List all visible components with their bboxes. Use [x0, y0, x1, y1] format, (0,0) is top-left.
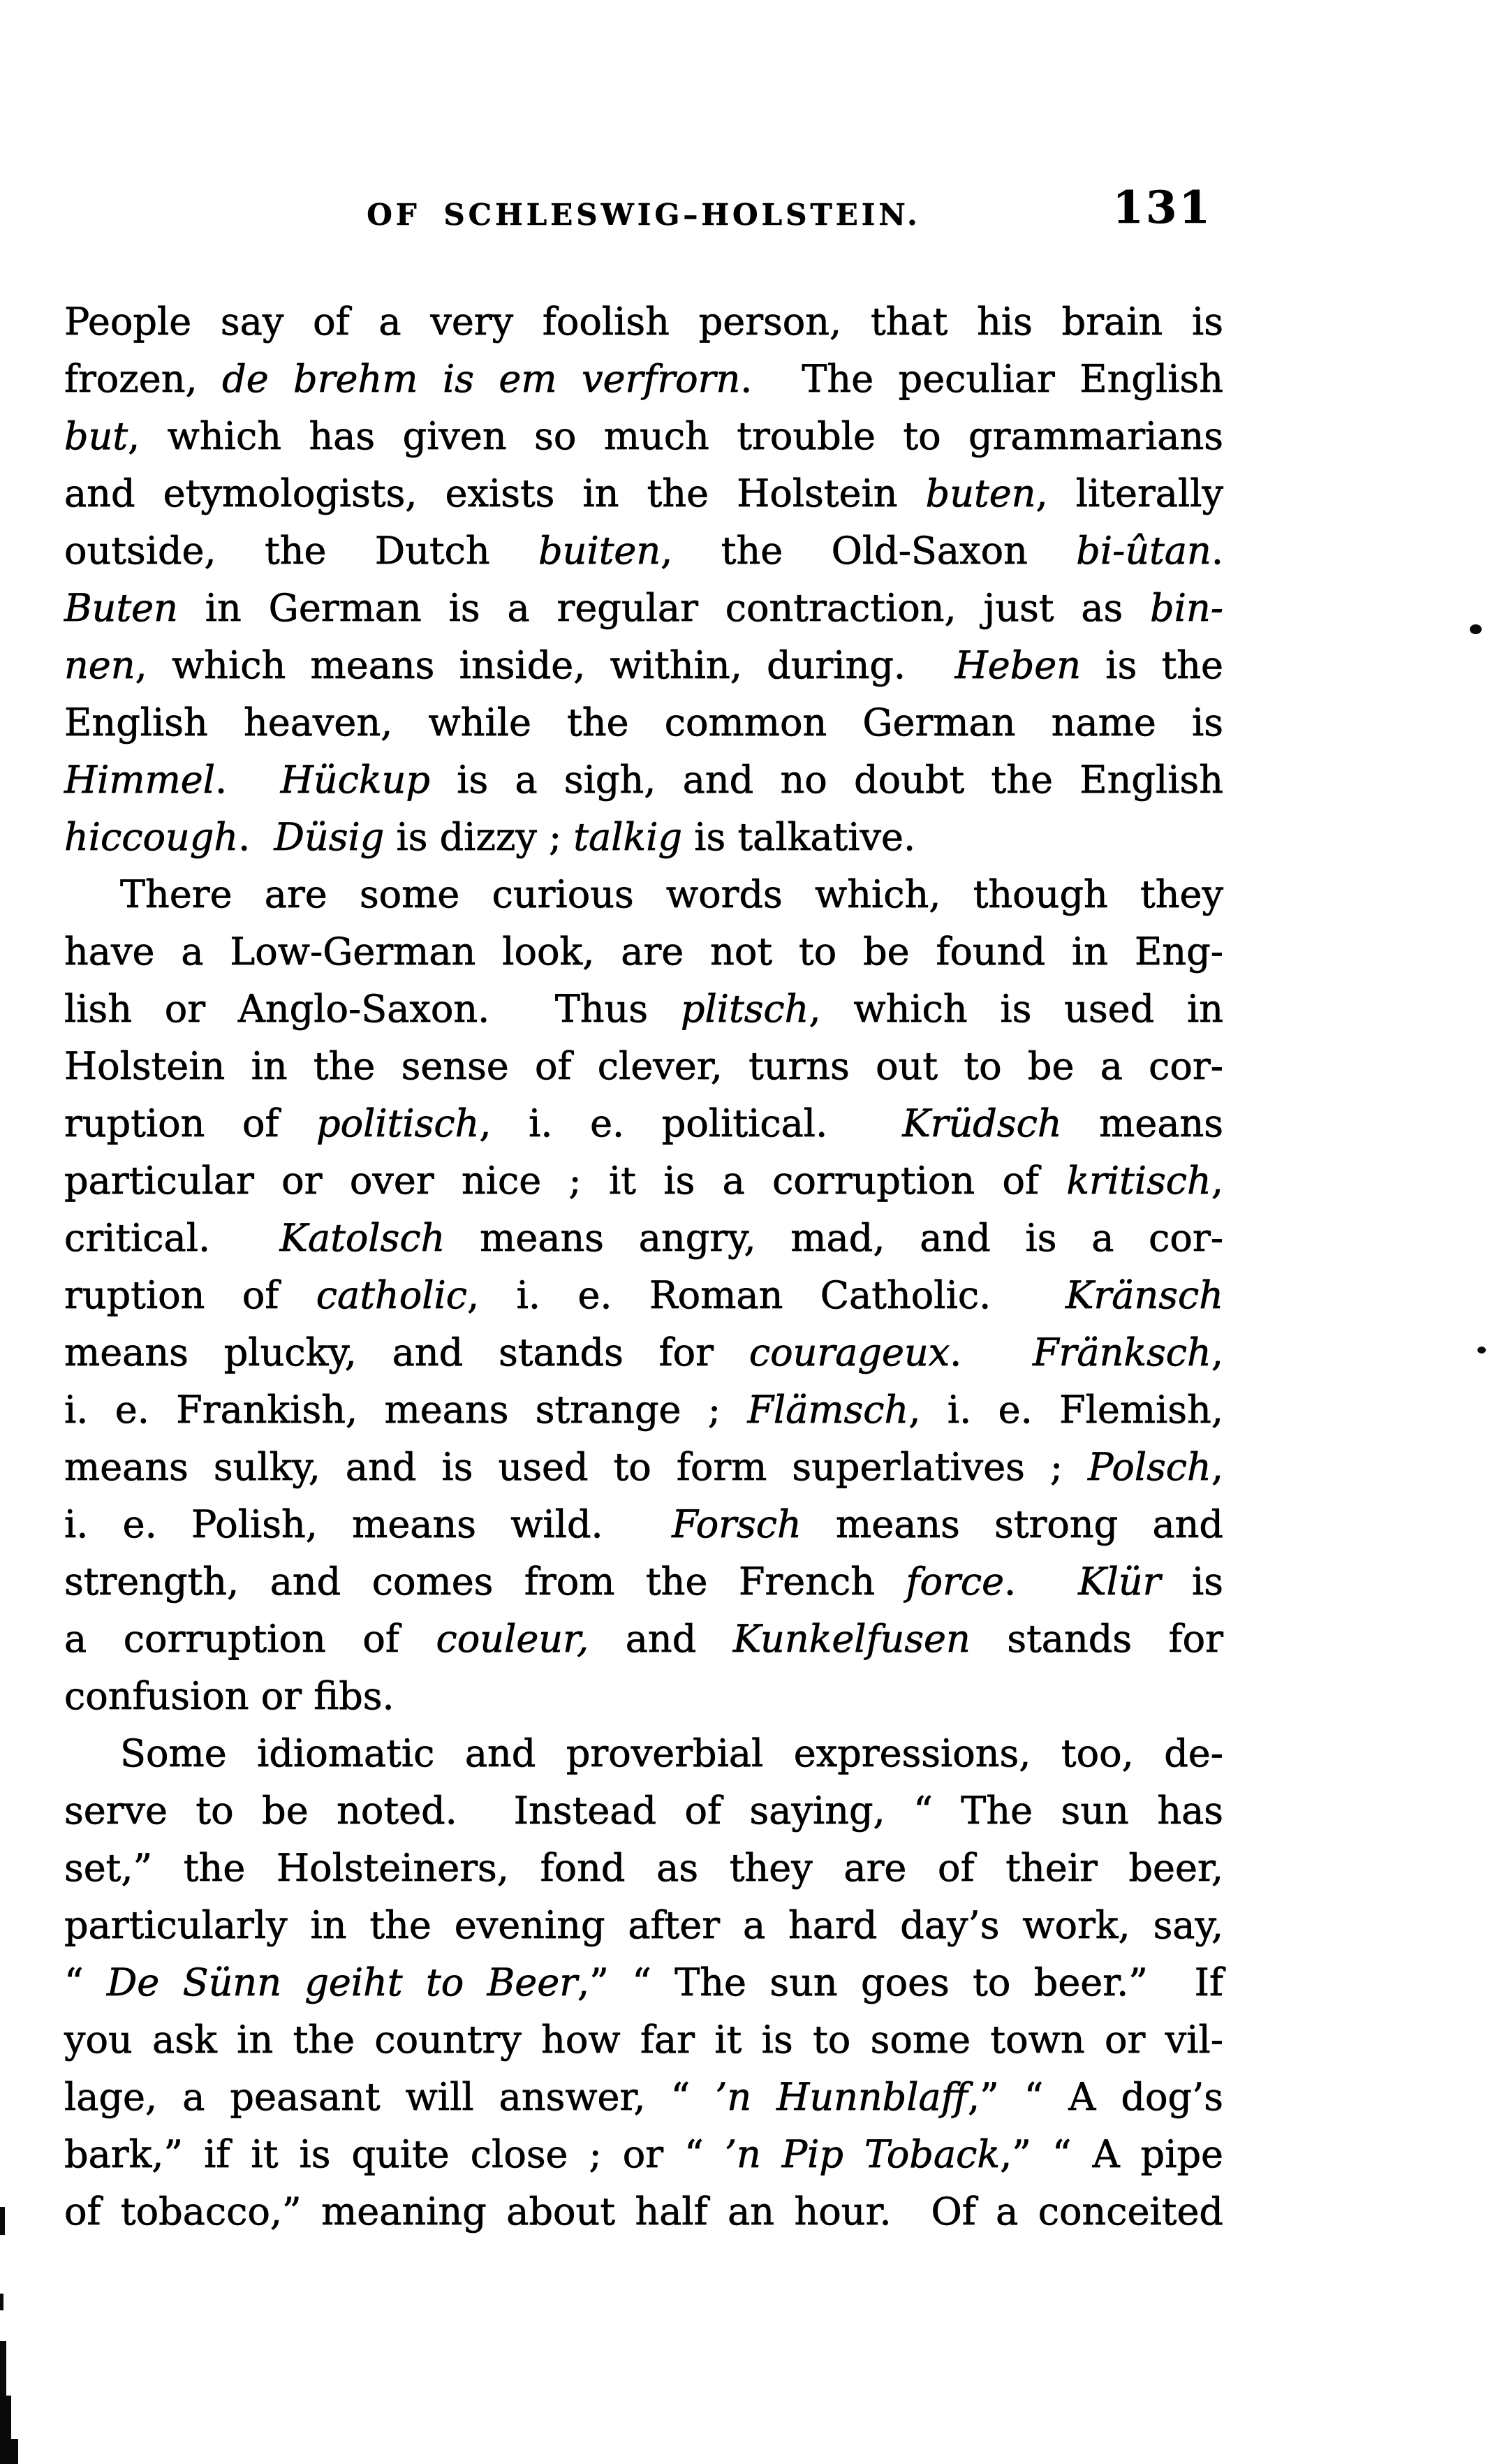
text-line [64, 522, 1223, 580]
text-segment: critical. [64, 1216, 280, 1260]
dialect-term: Buten [64, 586, 178, 630]
text-segment: Holstein in the sense of clever, turns out to be a cor- [64, 1044, 1223, 1088]
scan-edge-streak-3 [0, 2439, 18, 2464]
dialect-term: Fränksch [1033, 1330, 1211, 1374]
text-segment: Some idiomatic and proverbial expressions, too, de- [120, 1731, 1223, 1775]
text-segment: ruption of [64, 1273, 316, 1317]
text-segment: is the [1081, 643, 1223, 687]
dialect-term: catholic [316, 1273, 467, 1317]
text-segment: frozen, [64, 357, 223, 401]
dialect-term: Flämsch [747, 1388, 909, 1432]
text-line [64, 1954, 1223, 2011]
text-line [64, 1095, 1223, 1152]
text-segment: . [238, 815, 274, 859]
dialect-term: kritisch [1066, 1159, 1211, 1203]
text-segment: outside, the Dutch [64, 529, 539, 573]
text-segment: , i. e. Roman Catholic. [467, 1273, 1066, 1317]
text-segment: ruption of [64, 1101, 317, 1145]
dialect-term: hiccough [64, 815, 239, 859]
text-segment: . [215, 758, 281, 802]
page-number: 131 [1112, 182, 1212, 234]
dialect-term: Krüdsch [902, 1101, 1062, 1145]
dialect-term: but [64, 414, 128, 458]
body-text [64, 293, 1223, 2241]
text-segment: ,” “ The sun goes to beer.” If [577, 1960, 1223, 2004]
dialect-term: politisch [316, 1101, 480, 1145]
dialect-term: buten [925, 471, 1036, 515]
text-segment: set,” the Holsteiners, fond as they are of their beer, [64, 1846, 1223, 1890]
scan-edge-mark-1 [0, 2207, 5, 2235]
text-segment: means strong and [801, 1502, 1223, 1546]
text-line [64, 981, 1223, 1038]
text-line [64, 465, 1223, 522]
text-segment: , which means inside, within, during. [135, 643, 955, 687]
text-segment: , [1211, 1330, 1223, 1374]
text-line [64, 2126, 1223, 2183]
dialect-term: Heben [954, 643, 1082, 687]
text-line [64, 1897, 1223, 1954]
text-segment: have a Low-German look, are not to be found in Eng- [64, 930, 1223, 974]
text-segment: and etymologists, exists in the Holstein [64, 471, 926, 515]
text-segment: is [1160, 1560, 1223, 1604]
text-line [64, 408, 1223, 465]
dialect-term: ’n Hunnblaff [715, 2075, 968, 2119]
text-line [64, 1553, 1223, 1611]
text-line [64, 1496, 1223, 1553]
text-segment: means [1061, 1101, 1223, 1145]
text-line [64, 809, 1223, 866]
dialect-term: courageux [748, 1330, 950, 1374]
text-line [64, 866, 1223, 923]
text-line [64, 2183, 1223, 2241]
text-segment: particular or over nice ; it is a corruption of [64, 1159, 1067, 1203]
text-segment: means angry, mad, and is a cor- [445, 1216, 1223, 1260]
running-title: OF SCHLESWIG–HOLSTEIN. [367, 198, 921, 232]
dialect-term: Düsig [274, 815, 385, 859]
dialect-term: Himmel [64, 758, 215, 802]
text-segment: of tobacco,” meaning about half an hour. Of a conceited [64, 2190, 1223, 2234]
text-segment: “ [64, 1960, 107, 2004]
dialect-term: nen [64, 643, 135, 687]
text-line [64, 1152, 1223, 1210]
text-segment: , i. e. political. [479, 1101, 903, 1145]
text-segment: particularly in the evening after a hard day’s work, say, [64, 1903, 1223, 1947]
text-line [64, 923, 1223, 981]
dialect-term: de brehm is em verfrorn [222, 357, 741, 401]
text-segment: . [1004, 1560, 1079, 1604]
text-segment: lish or Anglo-Saxon. Thus [64, 987, 681, 1031]
dialect-term: buiten [538, 529, 661, 573]
text-segment: . The peculiar English [740, 357, 1224, 401]
ink-speck-right-margin [1477, 1347, 1486, 1354]
text-segment: in German is a regular contraction, just as [177, 586, 1151, 630]
text-segment: bark,” if it is quite close ; or “ [64, 2132, 725, 2176]
text-segment: , i. e. Flemish, [908, 1388, 1223, 1432]
scan-edge-streak-1 [0, 2341, 6, 2404]
scan-edge-mark-2 [0, 2294, 3, 2310]
text-line [64, 694, 1223, 751]
dialect-term: Kunkelfusen [732, 1617, 971, 1661]
text-segment: i. e. Frankish, means strange ; [64, 1388, 748, 1432]
text-segment: . [950, 1330, 1033, 1374]
dialect-term: Klür [1078, 1560, 1161, 1604]
dialect-term: bi-ûtan [1076, 529, 1211, 573]
dialect-term: Hückup [280, 758, 430, 802]
text-line [64, 1381, 1223, 1439]
text-segment: ,” “ A pipe [1000, 2132, 1223, 2176]
text-segment: a corruption of [64, 1617, 436, 1661]
text-segment: , which has given so much trouble to grammarians [128, 414, 1223, 458]
text-segment: i. e. Polish, means wild. [64, 1502, 672, 1546]
text-segment: lage, a peasant will answer, “ [64, 2075, 716, 2119]
text-segment: People say of a very foolish person, that his brain is [64, 300, 1223, 344]
dialect-term: force [906, 1560, 1005, 1604]
text-segment: is dizzy ; [384, 815, 574, 859]
text-line [64, 1038, 1223, 1095]
text-segment: means plucky, and stands for [64, 1330, 749, 1374]
text-segment: There are some curious words which, though they [120, 872, 1223, 916]
text-segment: you ask in the country how far it is to some town or vil- [64, 2018, 1223, 2062]
text-line [64, 580, 1223, 637]
dialect-term: plitsch [680, 987, 809, 1031]
text-line [64, 1439, 1223, 1496]
text-line [64, 351, 1223, 408]
dialect-term: Katolsch [279, 1216, 445, 1260]
text-segment: , literally [1035, 471, 1223, 515]
text-segment: and [589, 1617, 733, 1661]
text-segment: . [1211, 529, 1223, 573]
text-segment: , which is used in [809, 987, 1223, 1031]
text-segment: strength, and comes from the French [64, 1560, 906, 1604]
text-segment: serve to be noted. Instead of saying, “ The sun has [64, 1789, 1223, 1833]
dialect-term: bin- [1150, 586, 1223, 630]
dialect-term: Forsch [672, 1502, 802, 1546]
text-line [64, 1782, 1223, 1840]
text-segment: , [1211, 1159, 1223, 1203]
text-line [64, 1324, 1223, 1381]
text-line [64, 1668, 1223, 1725]
text-line [64, 637, 1223, 694]
text-segment: , [1211, 1445, 1223, 1489]
text-line [64, 1725, 1223, 1782]
text-segment: English heaven, while the common German name is [64, 701, 1223, 745]
dialect-term: Kränsch [1065, 1273, 1223, 1317]
page-header [64, 182, 1223, 250]
text-segment: , the Old-Saxon [661, 529, 1077, 573]
text-line [64, 1611, 1223, 1668]
text-line [64, 751, 1223, 809]
text-line [64, 2069, 1223, 2126]
dialect-term: De Sünn geiht to Beer [107, 1960, 578, 2004]
text-line [64, 293, 1223, 351]
text-segment: stands for [970, 1617, 1223, 1661]
text-segment: confusion or fibs. [64, 1674, 394, 1718]
text-segment: means sulky, and is used to form superlatives ; [64, 1445, 1089, 1489]
text-line [64, 1840, 1223, 1897]
text-line [64, 1210, 1223, 1267]
dialect-term: Polsch [1088, 1445, 1211, 1489]
text-line [64, 2011, 1223, 2069]
text-segment: is a sigh, and no doubt the English [429, 758, 1223, 802]
text-line [64, 1267, 1223, 1324]
ink-spot-right-margin [1470, 624, 1482, 634]
dialect-term: couleur, [436, 1617, 589, 1661]
text-segment: ,” “ A dog’s [967, 2075, 1223, 2119]
text-segment: is talkative. [682, 815, 916, 859]
dialect-term: ’n Pip Toback [724, 2132, 1001, 2176]
dialect-term: talkig [573, 815, 683, 859]
